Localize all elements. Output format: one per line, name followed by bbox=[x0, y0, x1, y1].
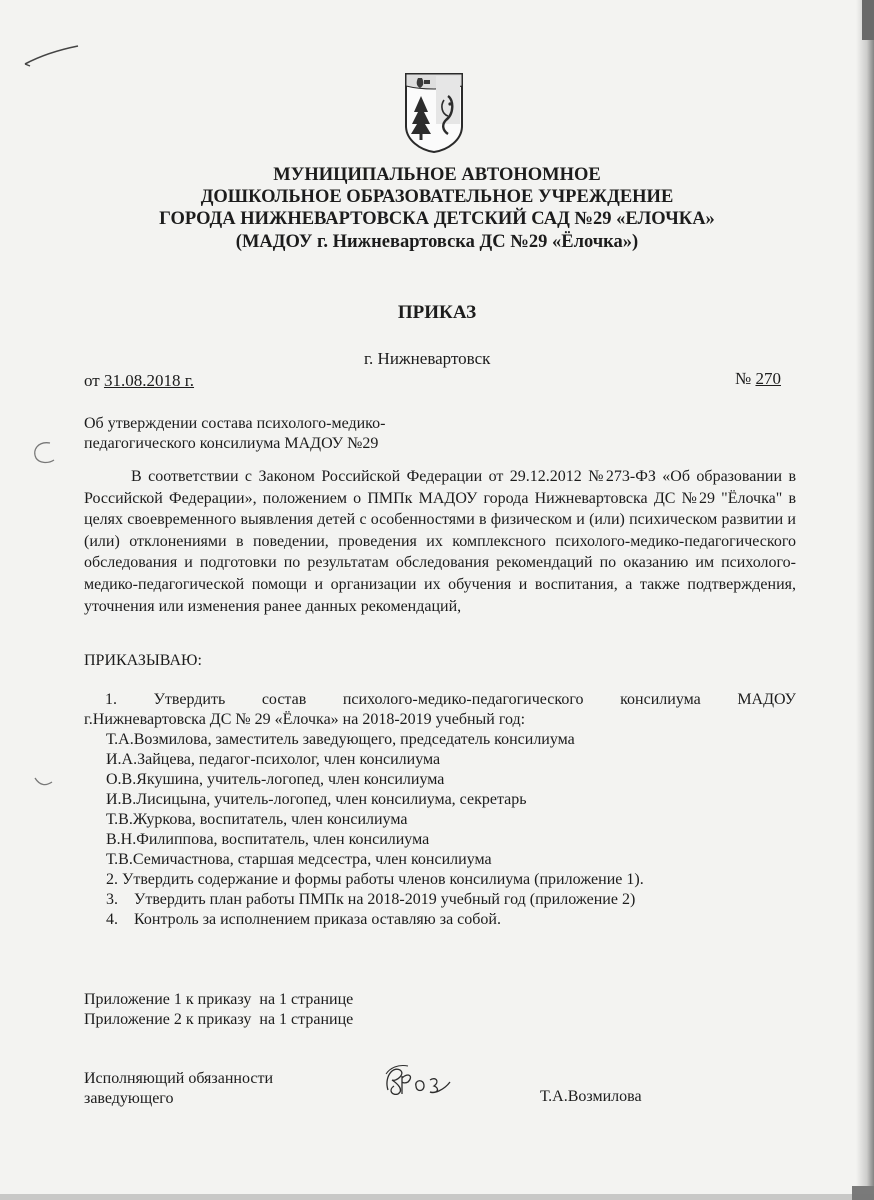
signatory-position bbox=[84, 1069, 273, 1109]
number-value: 270 bbox=[755, 369, 781, 388]
list-item: И.В.Лисицына, учитель-логопед, член консилиума, секретарь bbox=[106, 791, 527, 808]
list-item: И.А.Зайцева, педагог-психолог, член консилиума bbox=[106, 751, 441, 768]
document-title: ПРИКАЗ bbox=[397, 302, 477, 323]
order-item: 4. Контроль за исполнением приказа оставляю за собой. bbox=[106, 911, 501, 928]
order-item-1: 1. Утвердить состав психолого-медико-педагогического консилиума МАДОУ bbox=[105, 691, 796, 708]
annex-item: Приложение 2 к приказу на 1 странице bbox=[84, 1011, 354, 1028]
document-city: г. Нижневартовск bbox=[364, 349, 491, 368]
position-line: заведующего bbox=[84, 1090, 174, 1107]
org-name-line-1: МУНИЦИПАЛЬНОЕ АВТОНОМНОЕ bbox=[273, 165, 601, 185]
pen-mark bbox=[22, 42, 82, 70]
list-item: В.Н.Филиппова, воспитатель, член консилиума bbox=[106, 831, 430, 848]
scan-edge-corner bbox=[862, 0, 874, 40]
order-item: 3. Утвердить план работы ПМПк на 2018-2019 учебный год (приложение 2) bbox=[106, 891, 636, 908]
subject-line: педагогического консилиума МАДОУ №29 bbox=[84, 435, 379, 452]
binder-hole-mark bbox=[32, 772, 56, 792]
preamble-paragraph: В соответствии с Законом Российской Федерации от 29.12.2012 №273-ФЗ «Об образовании в Российской Федерации», положением о ПМПк МАДОУ города Нижневартовска ДС №29 "Ёлочка" в целях своевременного выявления детей с особенностями в физическом и (или) психическом развитии и (или) отклонениями в поведении, проведения их комплексного психолого-медико-педагогического обследования и подготовки по результатам обследования рекомендаций по оказанию им психолого-медико-педагогической помощи и организации их обучения и воспитания, а также подтверждения, уточнения или изменения ранее данных рекомендаций, bbox=[84, 468, 796, 615]
document-date bbox=[84, 371, 194, 391]
document-subject bbox=[84, 414, 444, 454]
city-coat-of-arms-icon bbox=[402, 70, 466, 154]
org-short-name: (МАДОУ г. Нижневартовска ДС №29 «Ёлочка») bbox=[235, 232, 639, 252]
scan-edge-bottom bbox=[0, 1194, 874, 1200]
document-number bbox=[735, 369, 781, 389]
date-prefix: от bbox=[84, 371, 104, 390]
list-item: О.В.Якушина, учитель-логопед, член консилиума bbox=[106, 771, 445, 788]
list-item: Т.В.Семичастнова, старшая медсестра, член консилиума bbox=[106, 851, 492, 868]
annex-item: Приложение 1 к приказу на 1 странице bbox=[84, 991, 354, 1008]
annexes-list bbox=[84, 990, 353, 1030]
date-value: 31.08.2018 г. bbox=[103, 371, 195, 390]
org-name-line-3: ГОРОДА НИЖНЕВАРТОВСКА ДЕТСКИЙ САД №29 «ЕЛОЧКА» bbox=[159, 209, 715, 229]
handwritten-signature bbox=[378, 1060, 464, 1100]
order-item-1-continued: г.Нижневартовска ДС № 29 «Ёлочка» на 2018-2019 учебный год: bbox=[84, 711, 526, 728]
binder-hole-mark bbox=[30, 438, 60, 468]
signatory-name: Т.А.Возмилова bbox=[540, 1088, 642, 1105]
order-word: ПРИКАЗЫВАЮ: bbox=[84, 652, 202, 669]
order-items-list bbox=[106, 870, 644, 930]
org-name-line-2: ДОШКОЛЬНОЕ ОБРАЗОВАТЕЛЬНОЕ УЧРЕЖДЕНИЕ bbox=[200, 187, 674, 207]
order-item: 2. Утвердить содержание и формы работы членов консилиума (приложение 1). bbox=[106, 871, 644, 888]
list-item: Т.В.Журкова, воспитатель, член консилиума bbox=[106, 811, 408, 828]
council-members-list bbox=[106, 730, 575, 870]
position-line: Исполняющий обязанности bbox=[84, 1070, 274, 1087]
number-prefix: № bbox=[735, 369, 756, 388]
subject-line: Об утверждении состава психолого-медико- bbox=[84, 415, 386, 432]
list-item: Т.А.Возмилова, заместитель заведующего, председатель консилиума bbox=[106, 731, 575, 748]
